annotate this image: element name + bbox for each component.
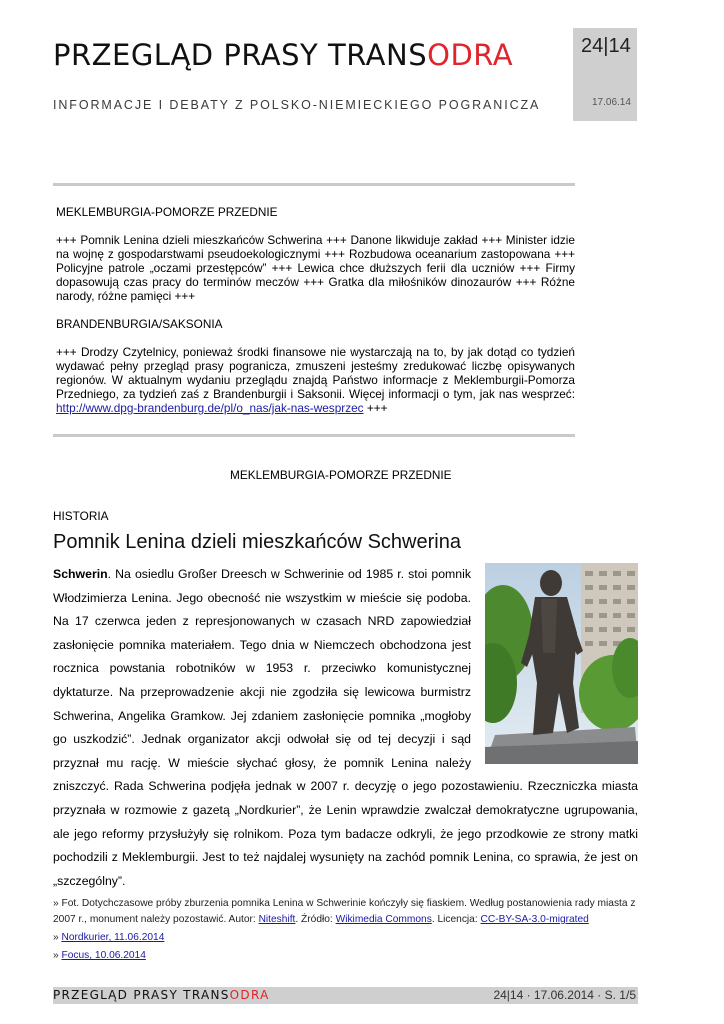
article-title: Pomnik Lenina dzieli mieszkańców Schwerina bbox=[53, 531, 461, 553]
article-text: . Na osiedlu Großer Dreesch w Schwerinie od 1985 r. stoi pomnik Włodzimierza Lenina. Jego obecność nie wszystkim w mieście się podoba. Na 17 czerwca jeden z represjonowanych w czasach NRD zapowiedział zasłonięcie pomnika materiałem. Tego dnia w Niemczech obchodzona jest rocznica powstania robotników w 1953 r. przeciwko komunistycznej dyktaturze. Na przeprowadzenie akcji nie zgodziła się lewicowa burmistrz Schwerina, Angelika Gramkow. Jej zdaniem zasłonięcie pomnika „mogłoby go uszkodzić”. Jednak organizator akcji odwołał się od tej decyzji i sąd przyznał mu rację. W mieście słychać głosy, że pomnik Lenina należy zniszczyć. Rada Schwerina podjęła jednak w 2007 r. decyzję o jego pozostawieniu. Rzeczniczka miasta przyznała w rozmowie z gazetą „Nordkurier”, że Lenin wprawdzie zwalczał demokratyczne ugrupowania, ale jego reformy przysłużyły się rolnikom. Poza tym badacze odkryli, że jego przodkowie ze strony matki pochodzili z Meklemburgii. Jest to też najdalej wysunięty na zachód pomnik Lenina, co sprawia, że jest on „szczególny”. bbox=[53, 567, 638, 888]
lenin-statue-photo bbox=[485, 563, 638, 764]
article-region: MEKLEMBURGIA-POMORZE PRZEDNIE bbox=[230, 468, 452, 482]
photo-author-link[interactable]: Niteshift bbox=[258, 913, 296, 925]
summary-bottom-rule bbox=[53, 434, 575, 437]
masthead-title-main: PRZEGLĄD PRASY TRANS bbox=[53, 38, 428, 72]
summary-top-rule bbox=[53, 183, 575, 186]
source-item: » Focus, 10.06.2014 bbox=[53, 949, 146, 961]
support-link[interactable]: http://www.dpg-brandenburg.de/pl/o_nas/jak-nas-wesprzec bbox=[56, 401, 364, 415]
article-lead-word: Schwerin bbox=[53, 567, 108, 581]
issue-number: 24|14 bbox=[581, 35, 631, 57]
article-body bbox=[53, 563, 638, 963]
masthead-title bbox=[53, 38, 513, 72]
photo-caption: » Fot. Dotychczasowe próby zburzenia pomnika Lenina w Schwerinie kończyły się fiaskiem. Według postanowienia rady miasta z 2007 r., monument należy pozostawić. Autor: Niteshift. Źródło: Wikimedia Commons. Licencja: CC-BY-SA-3.0-migrated bbox=[53, 898, 636, 925]
article-category: HISTORIA bbox=[53, 509, 109, 523]
summary-text-bb bbox=[56, 345, 575, 415]
issue-date: 17.06.14 bbox=[592, 97, 631, 108]
source-link-nordkurier[interactable]: Nordkurier, 11.06.2014 bbox=[61, 932, 165, 944]
footer-bar bbox=[53, 987, 638, 1004]
footer-page-info: 24|14 · 17.06.2014 · S. 1/5 bbox=[493, 988, 636, 1002]
summary-text-bb-suffix: +++ bbox=[363, 401, 388, 415]
source-item: » Nordkurier, 11.06.2014 bbox=[53, 932, 165, 944]
summary-text-bb-body: +++ Drodzy Czytelnicy, ponieważ środki finansowe nie wystarczają na to, by jak dotąd co tydzień wydawać pełny przegląd prasy pogranicza, zmuszeni jesteśmy zredukować liczbę opisywanych regionów. W aktualnym wydaniu przeglądu znajdą Państwo informacje z Meklemburgii-Pomorza Przedniego, za tydzień zaś z Brandenburgii i Saksonii. Więcej informacji o tym, jak nas wesprzeć: bbox=[56, 345, 575, 401]
summary-heading-mv: MEKLEMBURGIA-POMORZE PRZEDNIE bbox=[56, 205, 278, 219]
summary-text-mv: +++ Pomnik Lenina dzieli mieszkańców Schwerina +++ Danone likwiduje zakład +++ Minister idzie na wojnę z gospodarstwami pseudoekologicznymi +++ Rozbudowa oceanarium zastopowana +++ Policyjne patrole „oczami przestępców” +++ Lewica chce dłuższych ferii dla uczniów +++ Firmy dopasowują czas pracy do terminów meczów +++ Gratka dla miłośników dinozaurów +++ Różne narody, różne pamięci +++ bbox=[56, 233, 575, 303]
source-link-focus[interactable]: Focus, 10.06.2014 bbox=[61, 949, 146, 961]
masthead-subtitle: INFORMACJE I DEBATY Z POLSKO-NIEMIECKIEGO POGRANICZA bbox=[53, 98, 541, 112]
photo-license-link[interactable]: CC-BY-SA-3.0-migrated bbox=[480, 913, 589, 925]
photo-source-link[interactable]: Wikimedia Commons bbox=[335, 913, 432, 925]
masthead-title-accent: ODRA bbox=[427, 38, 514, 72]
footer-title: PRZEGLĄD PRASY TRANSODRA bbox=[53, 988, 270, 1002]
summary-heading-bb: BRANDENBURGIA/SAKSONIA bbox=[56, 317, 223, 331]
issue-box bbox=[573, 28, 637, 121]
